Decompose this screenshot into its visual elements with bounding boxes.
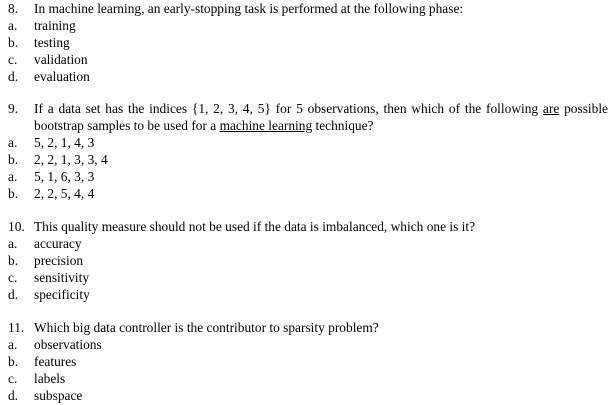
- option-letter: a.: [8, 337, 18, 352]
- question-text-part: possible bootstrap samples to be used for a: [34, 101, 608, 133]
- option-letter: a.: [8, 169, 18, 184]
- question-stem: [0, 218, 612, 235]
- question-8: [0, 0, 612, 85]
- option-letter: d.: [8, 287, 19, 302]
- question-9: [0, 100, 612, 202]
- option-d: [0, 387, 612, 404]
- option-c: [0, 51, 612, 68]
- option-letter: b.: [8, 354, 19, 369]
- option-text: 5, 2, 1, 4, 3: [34, 135, 95, 150]
- option-text: specificity: [34, 287, 90, 302]
- option-b: [0, 353, 612, 370]
- question-text: Which big data controller is the contributor to sparsity problem?: [34, 320, 379, 335]
- question-text: This quality measure should not be used if the data is imbalanced, which one is it?: [34, 219, 476, 234]
- question-10: [0, 218, 612, 303]
- option-letter: b.: [8, 35, 19, 50]
- option-b: [0, 151, 612, 168]
- option-b-second: [0, 185, 612, 202]
- option-text: sensitivity: [34, 270, 90, 285]
- option-letter: c.: [8, 270, 18, 285]
- option-letter: a.: [8, 18, 18, 33]
- option-b: [0, 252, 612, 269]
- question-11: [0, 319, 612, 404]
- question-text-part: technique?: [312, 118, 374, 133]
- option-letter: d.: [8, 388, 19, 403]
- option-a: [0, 134, 612, 151]
- option-a-second: [0, 168, 612, 185]
- question-stem: [0, 319, 612, 336]
- option-text: evaluation: [34, 69, 90, 84]
- option-d: [0, 286, 612, 303]
- option-text: features: [34, 354, 77, 369]
- option-text: 2, 2, 5, 4, 4: [34, 186, 95, 201]
- option-d: [0, 68, 612, 85]
- option-text: observations: [34, 337, 102, 352]
- option-text: precision: [34, 253, 84, 268]
- option-text: subspace: [34, 388, 83, 403]
- option-letter: b.: [8, 253, 19, 268]
- option-letter: d.: [8, 69, 19, 84]
- option-c: [0, 269, 612, 286]
- option-text: 2, 2, 1, 3, 3, 4: [34, 152, 108, 167]
- option-a: [0, 336, 612, 353]
- option-text: validation: [34, 52, 88, 67]
- option-letter: c.: [8, 371, 18, 386]
- option-text: testing: [34, 35, 70, 50]
- option-c: [0, 370, 612, 387]
- question-text-part: If a data set has the indices {1, 2, 3, 4, 5} for 5 observations, then which of the following: [34, 101, 543, 116]
- option-b: [0, 34, 612, 51]
- underlined-text: machine learning: [219, 118, 313, 133]
- option-text: training: [34, 18, 76, 33]
- question-text: In machine learning, an early-stopping task is performed at the following phase:: [34, 1, 464, 16]
- option-letter: b.: [8, 152, 19, 167]
- option-a: [0, 17, 612, 34]
- option-letter: b.: [8, 186, 19, 201]
- option-text: accuracy: [34, 236, 82, 251]
- option-letter: a.: [8, 236, 18, 251]
- question-stem: [0, 0, 612, 17]
- option-text: 5, 1, 6, 3, 3: [34, 169, 95, 184]
- question-number: 11.: [8, 320, 25, 335]
- question-number: 10.: [8, 219, 25, 234]
- option-letter: c.: [8, 52, 18, 67]
- option-a: [0, 235, 612, 252]
- option-text: labels: [34, 371, 66, 386]
- question-stem: [0, 100, 612, 134]
- question-number: 8.: [8, 1, 19, 16]
- question-number: 9.: [8, 101, 19, 116]
- option-letter: a.: [8, 135, 18, 150]
- underlined-text: are: [542, 101, 560, 116]
